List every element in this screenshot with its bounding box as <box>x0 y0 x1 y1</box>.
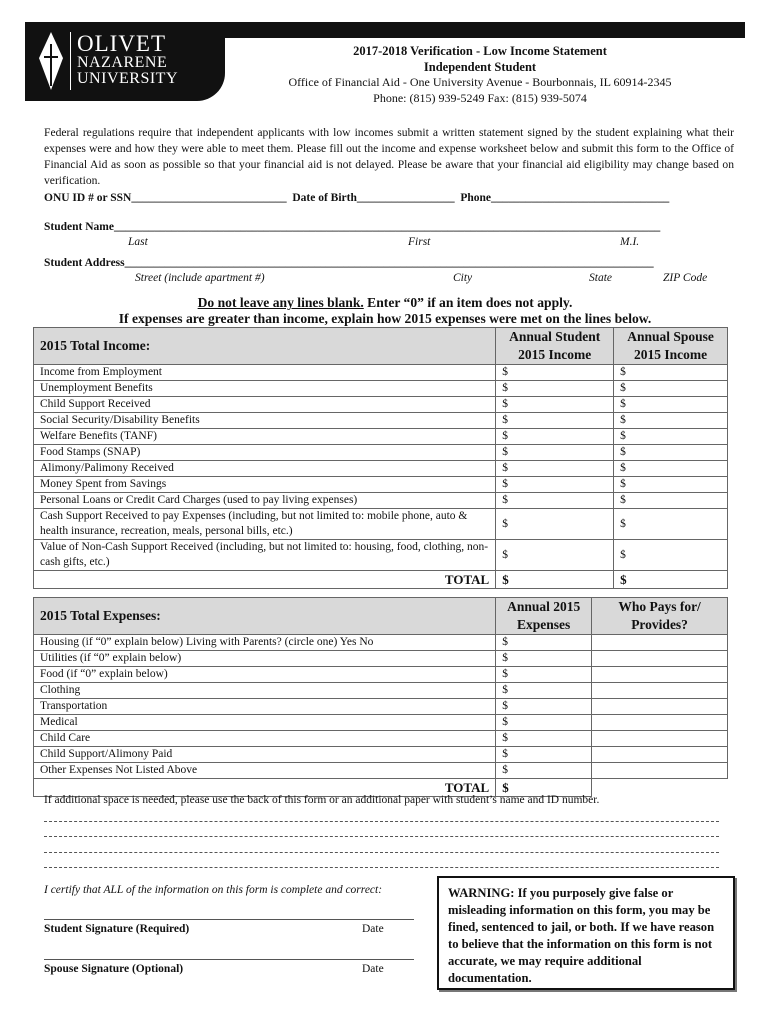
spouse-income-cell[interactable]: $ <box>614 365 728 381</box>
intro-paragraph: Federal regulations require that independent applicants with low incomes submit a written statement signed by the student explaining what their expenses were and how they were able to meet them. Please fill out the income and expense worksheet below and submit this form to the Office of Financial Aid as soon as possible so that your financial aid is not delayed. Please be aware that your financial aid eligibility may change based on verification. <box>44 126 734 187</box>
expense-amount-cell[interactable]: $ <box>496 731 592 747</box>
explanation-line-1[interactable] <box>44 821 719 822</box>
spouse-income-cell[interactable]: $ <box>614 381 728 397</box>
student-income-cell[interactable]: $ <box>496 365 614 381</box>
document-subtitle: Independent Student <box>423 59 537 74</box>
label-city: City <box>453 272 473 284</box>
student-income-cell[interactable]: $ <box>496 413 614 429</box>
student-signature-line[interactable] <box>44 919 414 920</box>
income-row <box>34 493 728 509</box>
student-signature-label: Student Signature (Required) <box>44 923 190 935</box>
income-row <box>34 429 728 445</box>
label-last: Last <box>128 236 148 248</box>
document-title: 2017-2018 Verification - Low Income Statement <box>353 44 607 58</box>
student-income-cell[interactable]: $ <box>496 429 614 445</box>
student-date-label: Date <box>362 923 384 935</box>
spouse-signature-label: Spouse Signature (Optional) <box>44 963 184 975</box>
expense-row <box>34 763 728 779</box>
expense-amount-cell[interactable]: $ <box>496 763 592 779</box>
expenses-table <box>33 597 728 797</box>
expense-row <box>34 667 728 683</box>
warning-box: WARNING: If you purposely give false or misleading information on this form, you may be fined, sentenced to jail, or both. If we have reason to believe that the information on this form is not accurate, we may require additional documentation. <box>437 876 735 990</box>
student-income-cell[interactable]: $ <box>496 445 614 461</box>
who-pays-cell[interactable] <box>592 747 728 763</box>
document-header <box>225 44 735 106</box>
additional-space-note: If additional space is needed, please use the back of this form or an additional paper with student’s name and ID number. <box>44 794 600 806</box>
spouse-income-cell[interactable]: $ <box>614 540 728 571</box>
explanation-line-4[interactable] <box>44 867 719 868</box>
expense-row-label: Other Expenses Not Listed Above <box>34 763 496 779</box>
logo-line-3: UNIVERSITY <box>77 70 178 87</box>
certify-statement: I certify that ALL of the information on this form is complete and correct: <box>44 884 383 896</box>
student-address-field[interactable]: Student Address____________________________________________________________________________________________ <box>44 257 654 269</box>
expense-row-label: Utilities (if “0” explain below) <box>34 651 496 667</box>
income-row <box>34 477 728 493</box>
income-row <box>34 365 728 381</box>
label-zip: ZIP Code <box>663 272 708 284</box>
expense-row-label: Child Support/Alimony Paid <box>34 747 496 763</box>
income-row <box>34 381 728 397</box>
expense-total-cell[interactable]: $ <box>496 779 592 797</box>
student-income-cell[interactable]: $ <box>496 540 614 571</box>
spouse-income-header: Annual Spouse 2015 Income <box>614 328 728 365</box>
explanation-line-2[interactable] <box>44 836 719 837</box>
expense-amount-cell[interactable]: $ <box>496 667 592 683</box>
income-row-label: Money Spent from Savings <box>34 477 496 493</box>
university-logo <box>25 22 225 101</box>
who-pays-cell[interactable] <box>592 651 728 667</box>
income-total-label: TOTAL <box>34 571 496 589</box>
expense-row-label: Housing (if “0” explain below) Living with Parents? (circle one) Yes No <box>34 635 496 651</box>
expense-amount-cell[interactable]: $ <box>496 651 592 667</box>
income-row-label: Unemployment Benefits <box>34 381 496 397</box>
expense-amount-cell[interactable]: $ <box>496 715 592 731</box>
spouse-income-cell[interactable]: $ <box>614 397 728 413</box>
instruction-underlined: Do not leave any lines blank. <box>197 295 364 310</box>
expense-amount-cell[interactable]: $ <box>496 635 592 651</box>
who-pays-header: Who Pays for/ Provides? <box>592 598 728 635</box>
label-first: First <box>408 236 431 248</box>
income-row <box>34 540 728 571</box>
income-row <box>34 413 728 429</box>
label-street: Street (include apartment #) <box>135 272 265 284</box>
student-income-cell[interactable]: $ <box>496 477 614 493</box>
expense-row <box>34 635 728 651</box>
income-row-label: Food Stamps (SNAP) <box>34 445 496 461</box>
income-row-label: Alimony/Palimony Received <box>34 461 496 477</box>
spouse-income-cell[interactable]: $ <box>614 477 728 493</box>
student-income-cell[interactable]: $ <box>496 397 614 413</box>
expense-row <box>34 747 728 763</box>
instruction-rest: Enter “0” if an item does not apply. <box>363 295 573 310</box>
who-pays-cell[interactable] <box>592 763 728 779</box>
student-name-field[interactable]: Student Name_______________________________________________________________________________________________ <box>44 221 661 233</box>
who-pays-cell[interactable] <box>592 683 728 699</box>
income-row <box>34 445 728 461</box>
who-pays-cell[interactable] <box>592 715 728 731</box>
income-row <box>34 461 728 477</box>
income-row <box>34 509 728 540</box>
who-pays-cell[interactable] <box>592 667 728 683</box>
income-table <box>33 327 728 589</box>
expense-row-label: Medical <box>34 715 496 731</box>
spouse-income-cell[interactable]: $ <box>614 429 728 445</box>
spouse-signature-line[interactable] <box>44 959 414 960</box>
expense-row <box>34 715 728 731</box>
expense-amount-cell[interactable]: $ <box>496 699 592 715</box>
student-income-cell[interactable]: $ <box>496 493 614 509</box>
expense-row-label: Food (if “0” explain below) <box>34 667 496 683</box>
label-mi: M.I. <box>620 236 640 248</box>
spouse-income-cell[interactable]: $ <box>614 461 728 477</box>
expense-row-label: Transportation <box>34 699 496 715</box>
who-pays-cell[interactable] <box>592 635 728 651</box>
income-row <box>34 397 728 413</box>
logo-line-1: OLIVET <box>77 31 167 56</box>
expense-row <box>34 683 728 699</box>
spouse-income-cell[interactable]: $ <box>614 493 728 509</box>
office-address: Office of Financial Aid - One University Avenue - Bourbonnais, IL 60914-2345 <box>288 75 672 89</box>
income-row-label: Welfare Benefits (TANF) <box>34 429 496 445</box>
empty-cell <box>592 779 728 797</box>
expense-total-label: TOTAL <box>34 779 496 797</box>
income-row-label: Personal Loans or Credit Card Charges (used to pay living expenses) <box>34 493 496 509</box>
expense-row <box>34 651 728 667</box>
instruction-line-1 <box>0 295 770 311</box>
instruction-line-2: If expenses are greater than income, explain how 2015 expenses were met on the lines below. <box>118 311 652 326</box>
expense-row-label: Child Care <box>34 731 496 747</box>
who-pays-cell[interactable] <box>592 699 728 715</box>
spouse-income-cell[interactable]: $ <box>614 445 728 461</box>
student-income-cell[interactable]: $ <box>496 509 614 540</box>
expense-row <box>34 731 728 747</box>
income-row-label: Cash Support Received to pay Expenses (including, but not limited to: mobile phone, auto & health insurance, recreation, meals, personal bills, etc.) <box>34 509 496 540</box>
expenses-title: 2015 Total Expenses: <box>34 598 496 635</box>
who-pays-cell[interactable] <box>592 731 728 747</box>
expense-amount-cell[interactable]: $ <box>496 747 592 763</box>
office-phone: Phone: (815) 939-5249 Fax: (815) 939-5074 <box>373 90 587 105</box>
income-row-label: Child Support Received <box>34 397 496 413</box>
income-total-row <box>34 571 728 589</box>
id-dob-phone-fields[interactable]: ONU ID # or SSN___________________________ Date of Birth_________________ Phone_______________________________ <box>44 192 670 204</box>
expense-amount-cell[interactable]: $ <box>496 683 592 699</box>
annual-expenses-header: Annual 2015 Expenses <box>496 598 592 635</box>
spouse-date-label: Date <box>362 963 384 975</box>
explanation-line-3[interactable] <box>44 852 719 853</box>
student-income-cell[interactable]: $ <box>496 461 614 477</box>
student-income-cell[interactable]: $ <box>496 381 614 397</box>
student-income-header: Annual Student 2015 Income <box>496 328 614 365</box>
expense-row <box>34 699 728 715</box>
spouse-income-total[interactable]: $ <box>614 571 728 589</box>
spouse-income-cell[interactable]: $ <box>614 509 728 540</box>
income-row-label: Social Security/Disability Benefits <box>34 413 496 429</box>
income-title: 2015 Total Income: <box>34 328 496 365</box>
student-income-total[interactable]: $ <box>496 571 614 589</box>
income-row-label: Value of Non-Cash Support Received (including, but not limited to: housing, food, clothing, non-cash gifts, etc.) <box>34 540 496 571</box>
expense-row-label: Clothing <box>34 683 496 699</box>
spouse-income-cell[interactable]: $ <box>614 413 728 429</box>
label-state: State <box>589 272 612 284</box>
income-row-label: Income from Employment <box>34 365 496 381</box>
logo-line-2: NAZARENE <box>77 54 168 71</box>
